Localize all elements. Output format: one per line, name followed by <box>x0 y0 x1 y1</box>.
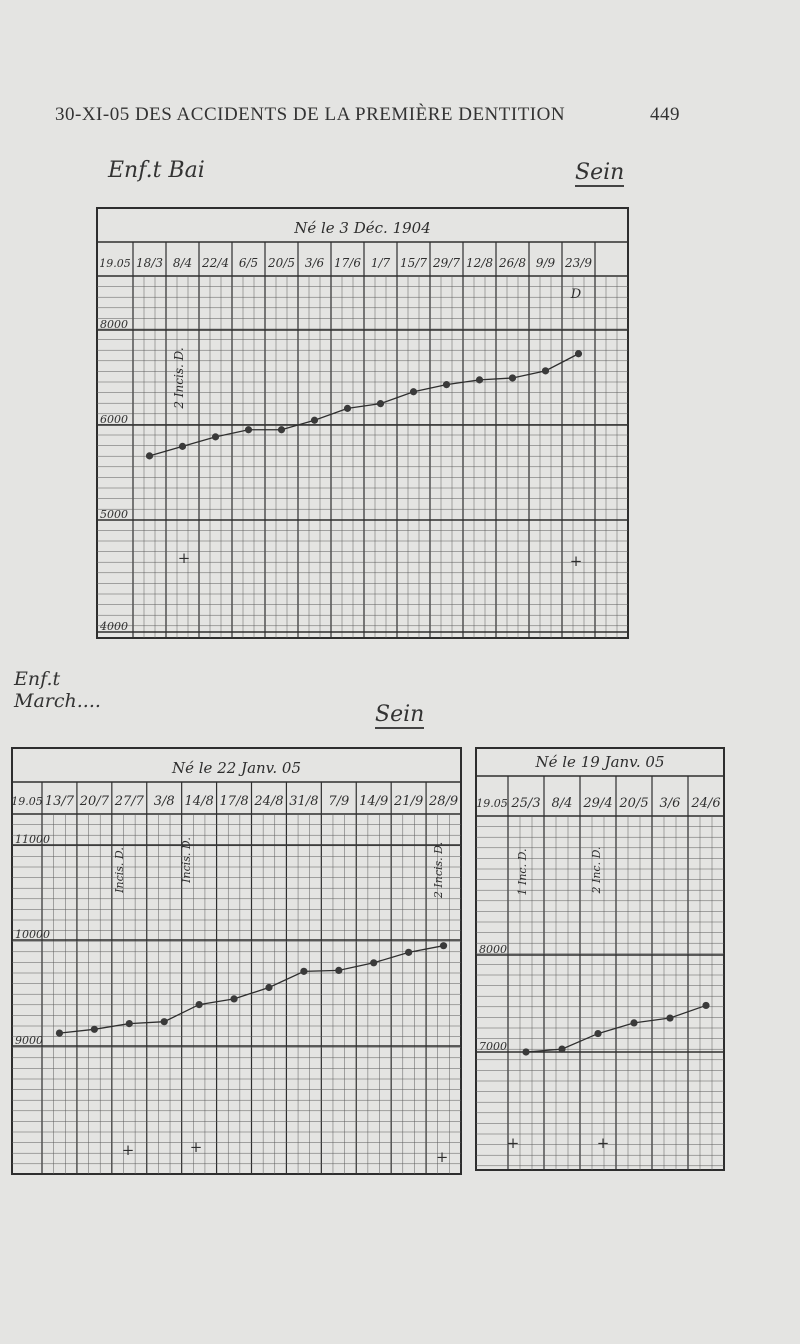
chart1-data-point <box>344 405 351 412</box>
chart1-x-tick-label: 6/5 <box>238 256 259 270</box>
chart1-x-tick-label: 3/6 <box>304 256 325 270</box>
chart1-x-tick-label: 12/8 <box>466 256 493 270</box>
chart1-data-point <box>311 417 318 424</box>
chart3-annotation: + <box>596 1134 610 1152</box>
chart2-frame <box>12 748 461 1174</box>
chart2-annotation: 2 Incis. D. <box>432 841 445 899</box>
chart3-x-tick-label: 25/3 <box>511 796 541 811</box>
chart2-feeding: Sein <box>375 702 425 727</box>
chart3-title: Né le 19 Janv. 05 <box>535 753 665 771</box>
chart2-annotation: Incis. D. <box>113 847 126 893</box>
chart1-x-tick-label: 29/7 <box>433 256 460 270</box>
chart2-data-point <box>91 1026 98 1033</box>
chart2-annotation: + <box>189 1138 203 1156</box>
chart1-y-tick-label: 8000 <box>100 318 128 331</box>
chart2-x-tick-label: 3/8 <box>153 794 175 809</box>
chart3-y-tick-label: 7000 <box>479 1040 507 1053</box>
chart1-x-tick-label: 26/8 <box>499 256 526 270</box>
chart1-x-tick-label: 23/9 <box>565 256 592 270</box>
chart2-data-point <box>230 995 237 1002</box>
chart3-data-point <box>594 1030 601 1037</box>
chart2-data-point <box>265 984 272 991</box>
page-number: 449 <box>650 104 680 125</box>
chart3-x-tick-label: 29/4 <box>583 796 613 811</box>
chart2-data-point <box>405 949 412 956</box>
chart2-data-point <box>126 1020 133 1027</box>
chart3-x-tick-label: 8/4 <box>551 796 573 811</box>
chart3-frame <box>476 748 724 1170</box>
chart2-x-tick-label: 7/9 <box>328 794 350 809</box>
chart3-annotation: 2 Inc. D. <box>590 846 603 894</box>
chart2-y-tick-label: 11000 <box>15 833 50 846</box>
chart3-first-col-label: 19.05 <box>476 797 508 810</box>
chart2-data-point <box>56 1030 63 1037</box>
chart2-title: Né le 22 Janv. 05 <box>171 759 302 777</box>
chart3-y-tick-label: 8000 <box>479 943 507 956</box>
chart1-x-tick-label: 17/6 <box>334 256 361 270</box>
chart1-caption: Enf.t Bai <box>108 158 205 183</box>
chart1-x-tick-label: 1/7 <box>370 256 391 270</box>
chart1-x-tick-label: 18/3 <box>136 256 163 270</box>
chart2-data-point <box>370 959 377 966</box>
chart2-data-point <box>300 968 307 975</box>
chart2-x-tick-label: 24/8 <box>254 794 284 809</box>
chart3-x-tick-label: 20/5 <box>619 796 649 811</box>
chart1-data-point <box>179 443 186 450</box>
chart2-first-col-label: 19.05 <box>11 795 43 808</box>
chart1-x-tick-label: 8/4 <box>172 256 193 270</box>
chart1-annotation: D <box>570 287 582 302</box>
chart2-annotation: + <box>435 1148 449 1166</box>
chart1-y-tick-label: 6000 <box>100 413 128 426</box>
chart1-data-point <box>476 376 483 383</box>
chart2-y-tick-label: 9000 <box>15 1034 43 1047</box>
chart2-data-point <box>161 1018 168 1025</box>
chart1-data-point <box>443 381 450 388</box>
chart2-caption: Enf.t March.... <box>14 668 101 712</box>
chart1-data-point <box>509 374 516 381</box>
chart2-x-tick-label: 17/8 <box>219 794 249 809</box>
chart3-annotation: 1 Inc. D. <box>516 848 529 896</box>
chart2-x-tick-label: 21/9 <box>394 794 424 809</box>
chart1-x-tick-label: 9/9 <box>535 256 556 270</box>
chart2-y-tick-label: 10000 <box>15 928 50 941</box>
chart1-annotation: + <box>569 552 583 570</box>
chart2-x-tick-label: 14/9 <box>359 794 389 809</box>
chart2-x-tick-label: 28/9 <box>428 794 459 809</box>
chart1-data-point <box>146 452 153 459</box>
chart1-frame <box>97 208 628 638</box>
chart2-x-tick-label: 31/8 <box>289 794 319 809</box>
chart2-x-tick-label: 20/7 <box>79 794 109 809</box>
chart2-annotation: Incis. D. <box>180 837 193 883</box>
chart3-data-point <box>666 1014 673 1021</box>
chart1-data-point <box>278 426 285 433</box>
chart2-x-tick-label: 14/8 <box>184 794 214 809</box>
chart1-data-point <box>245 426 252 433</box>
chart2-data-point <box>440 942 447 949</box>
chart3-x-tick-label: 3/6 <box>659 796 681 811</box>
chart1-feeding: Sein <box>575 160 625 185</box>
running-head-title: 30-XI-05 DES ACCIDENTS DE LA PREMIÈRE DENTITION <box>55 104 566 125</box>
chart1-y-tick-label: 4000 <box>100 620 128 633</box>
chart3-annotation: + <box>506 1134 520 1152</box>
chart3-x-tick-label: 24/6 <box>691 796 721 811</box>
chart2-x-tick-label: 27/7 <box>114 794 144 809</box>
chart1-x-tick-label: 15/7 <box>400 256 427 270</box>
chart3-data-point <box>702 1002 709 1009</box>
chart1-annotation: + <box>177 549 191 567</box>
chart1-x-tick-label: 22/4 <box>202 256 229 270</box>
chart2-annotation: + <box>121 1141 135 1159</box>
chart1-data-point <box>542 367 549 374</box>
chart1-title: Né le 3 Déc. 1904 <box>294 219 431 237</box>
chart2-x-tick-label: 13/7 <box>44 794 75 809</box>
chart1-data-point <box>377 400 384 407</box>
chart3-data-point <box>558 1045 565 1052</box>
chart1-y-tick-label: 5000 <box>100 508 128 521</box>
chart1-first-col-label: 19.05 <box>99 257 131 270</box>
chart3-data-point <box>630 1019 637 1026</box>
chart1-annotation: 2 Incis. D. <box>172 347 186 409</box>
chart1-data-point <box>410 388 417 395</box>
chart2-data-point <box>335 967 342 974</box>
chart1-x-tick-label: 20/5 <box>268 256 295 270</box>
chart1-data-point <box>575 350 582 357</box>
chart1-data-point <box>212 433 219 440</box>
chart3-data-point <box>522 1048 529 1055</box>
chart2-data-point <box>196 1001 203 1008</box>
